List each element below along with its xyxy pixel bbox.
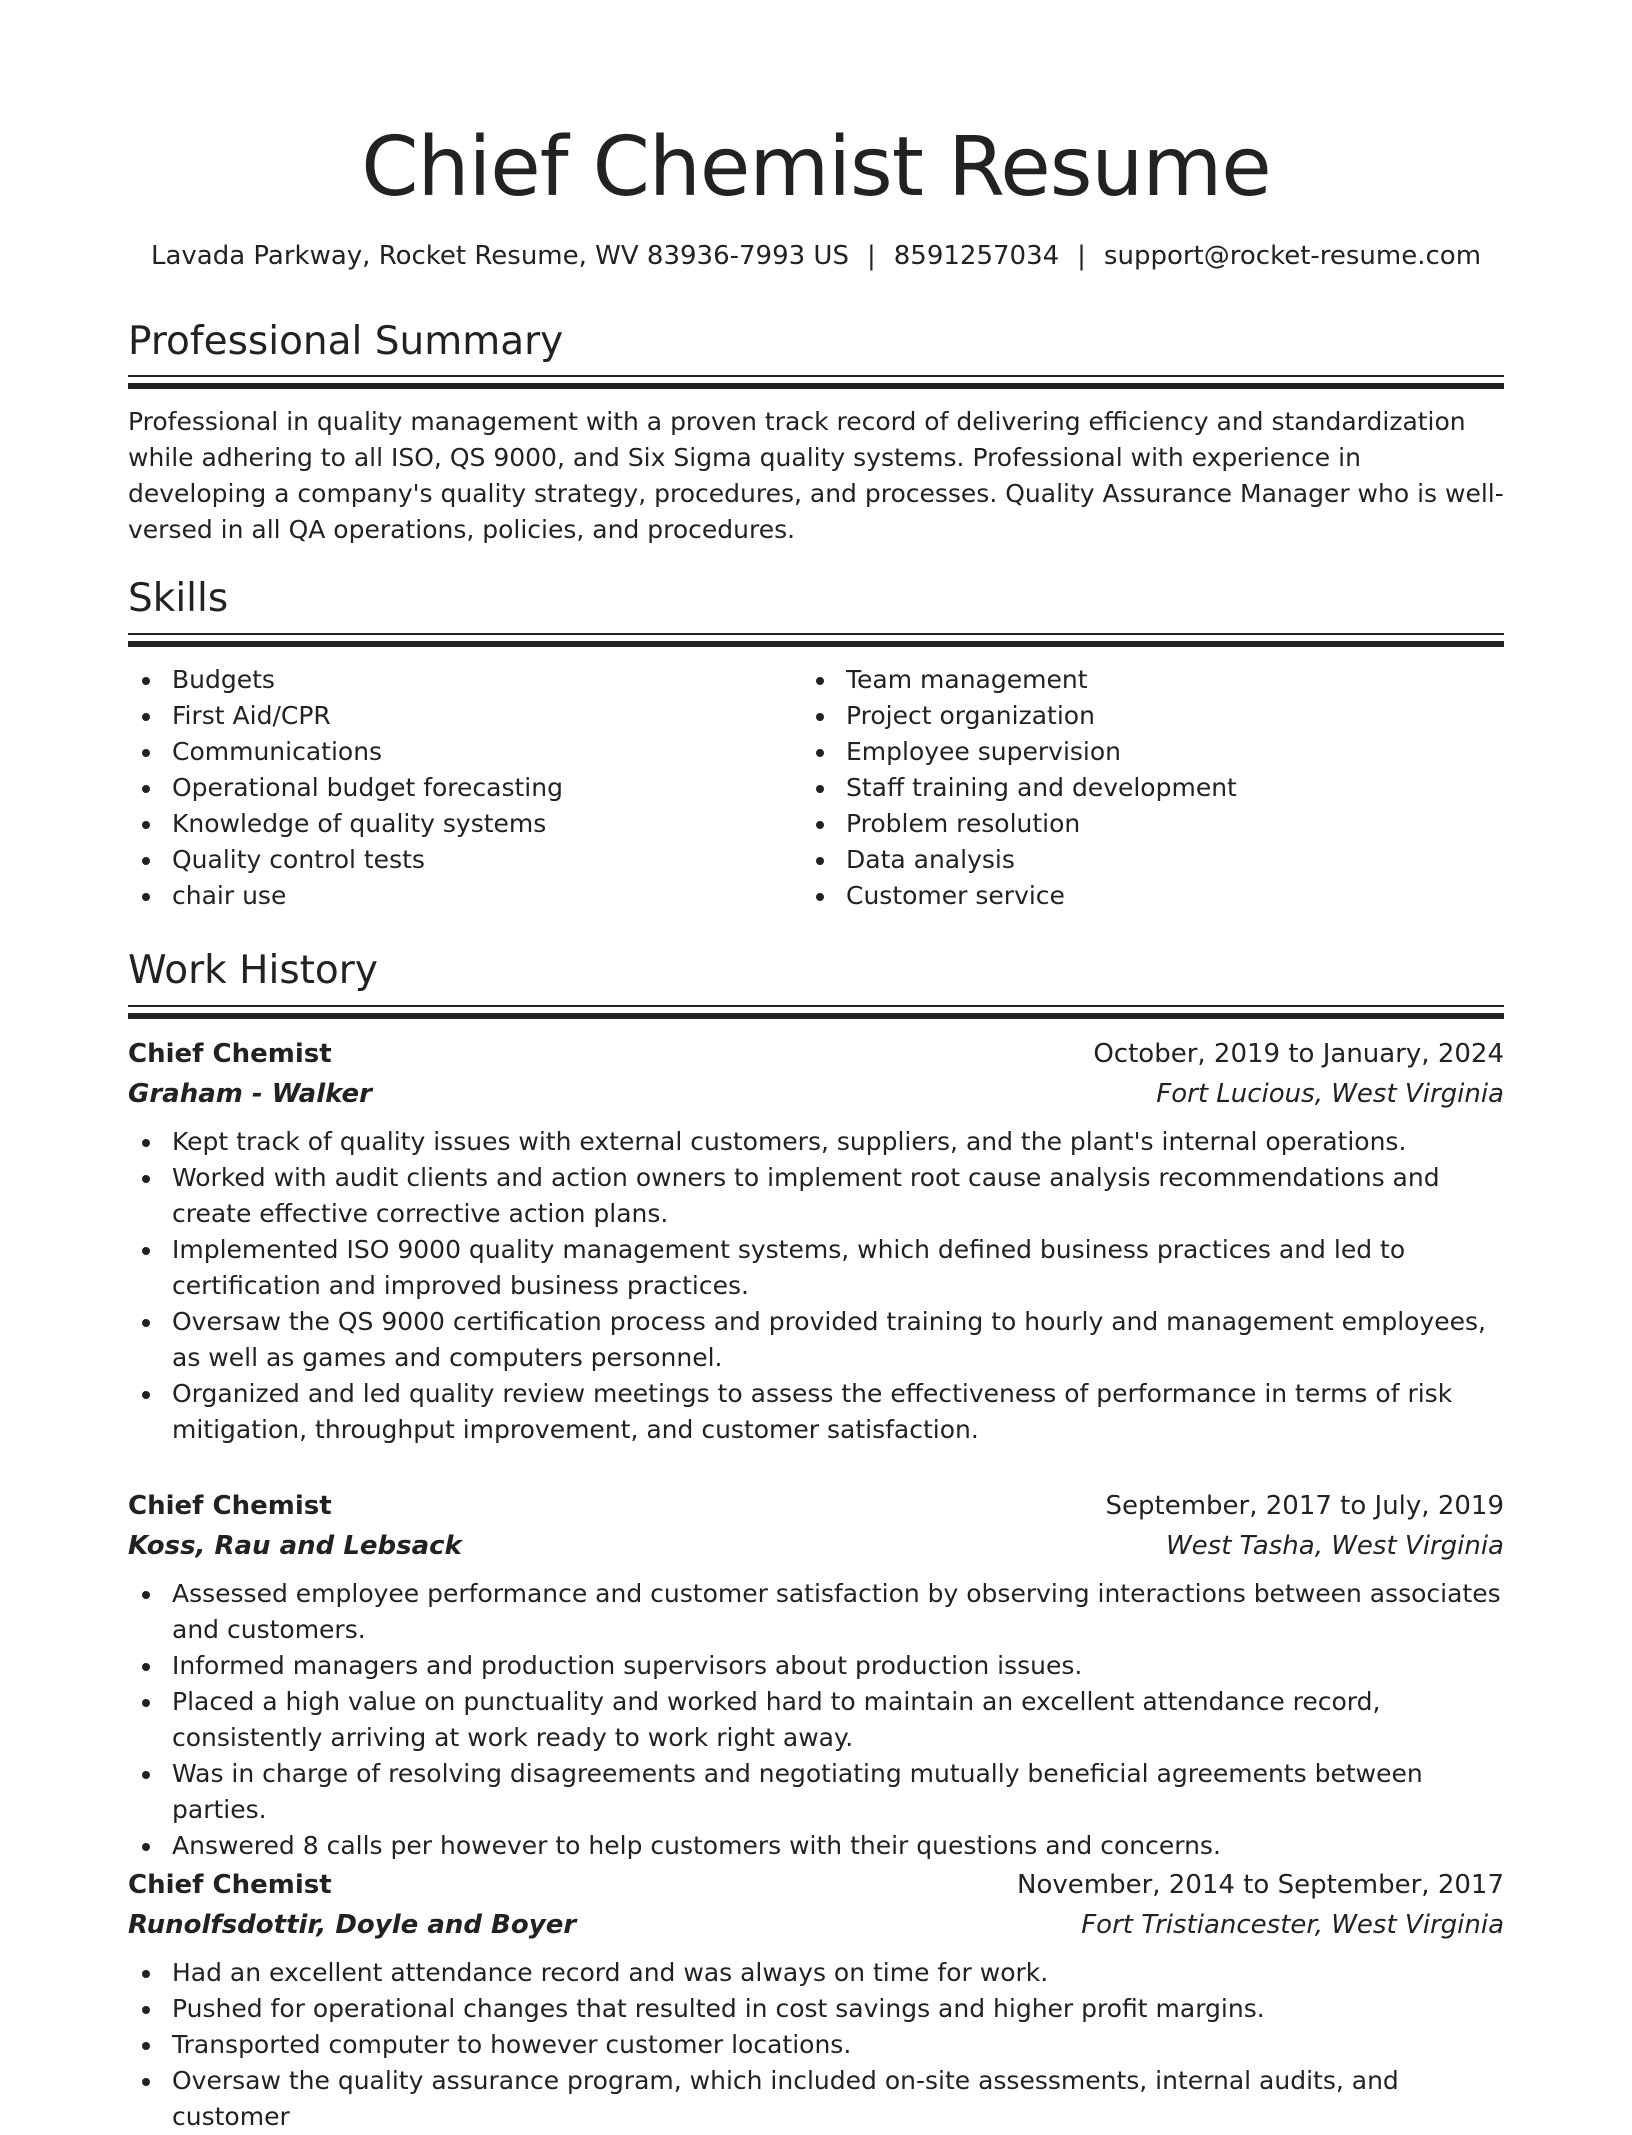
job-entry [128, 1034, 1504, 1114]
job-bullets [128, 1955, 1504, 2135]
skill-item: Operational budget forecasting [128, 770, 808, 806]
divider-thin [128, 633, 1504, 635]
job-location: Fort Lucious, West Virginia [1156, 1079, 1504, 1109]
summary-section [128, 318, 1504, 366]
job-bullet: Assessed employee performance and customer satisfaction by observing interactions between associates and customers. [128, 1576, 1504, 1648]
skills-list [128, 662, 1504, 922]
job-company: Runolfsdottir, Doyle and Boyer [128, 1910, 577, 1940]
job-bullet: Was in charge of resolving disagreements and negotiating mutually beneficial agreements between parties. [128, 1756, 1504, 1828]
job-bullet: Oversaw the QS 9000 certification process and provided training to hourly and management employees, as well as games and computers personnel. [128, 1304, 1504, 1376]
section-heading: Work History [128, 948, 378, 993]
skill-item: Employee supervision [802, 734, 1482, 770]
divider-thick [128, 641, 1504, 647]
contact-address: Lavada Parkway, Rocket Resume, WV 83936-7993 US [150, 241, 849, 271]
skills-column-right [802, 662, 1482, 914]
job-dates: November, 2014 to September, 2017 [1017, 1870, 1504, 1900]
job-title: Chief Chemist [128, 1870, 332, 1900]
job-bullet: Oversaw the quality assurance program, which included on-site assessments, internal audits, and customer [128, 2063, 1504, 2135]
job-bullet: Pushed for operational changes that resulted in cost savings and higher profit margins. [128, 1991, 1504, 2027]
job-dates: September, 2017 to July, 2019 [1105, 1491, 1504, 1521]
job-bullet: Organized and led quality review meetings to assess the effectiveness of performance in terms of risk mitigation, throughput improvement, and customer satisfaction. [128, 1376, 1504, 1448]
job-bullets [128, 1124, 1504, 1448]
job-bullet: Answered 8 calls per however to help customers with their questions and concerns. [128, 1828, 1504, 1864]
skills-section [128, 575, 1504, 623]
job-location: Fort Tristiancester, West Virginia [1081, 1910, 1504, 1940]
skills-column-left [128, 662, 808, 914]
section-heading: Professional Summary [128, 319, 564, 364]
contact-separator: | [866, 241, 876, 271]
job-bullet: Informed managers and production supervisors about production issues. [128, 1648, 1504, 1684]
job-bullet: Transported computer to however customer locations. [128, 2027, 1504, 2063]
skill-item: Communications [128, 734, 808, 770]
job-title: Chief Chemist [128, 1039, 332, 1069]
contact-line [0, 238, 1632, 274]
skill-item: Quality control tests [128, 842, 808, 878]
summary-text: Professional in quality management with a proven track record of delivering efficiency and standardization while adhering to all ISO, QS 9000, and Six Sigma quality systems. Professional with experience in developing a company's quality strategy, procedures, and processes. Quality Assurance Manager who is well-versed in all QA operations, policies, and procedures. [128, 407, 1504, 544]
skill-item: Budgets [128, 662, 808, 698]
job-entry [128, 1486, 1504, 1566]
job-subheader [128, 1905, 1504, 1945]
job-company: Koss, Rau and Lebsack [128, 1531, 462, 1561]
job-header [128, 1486, 1504, 1526]
job-bullet: Worked with audit clients and action owners to implement root cause analysis recommendations and create effective corrective action plans. [128, 1160, 1504, 1232]
skill-item: Staff training and development [802, 770, 1482, 806]
job-subheader [128, 1526, 1504, 1566]
job-bullet: Kept track of quality issues with external customers, suppliers, and the plant's internal operations. [128, 1124, 1504, 1160]
divider-thick [128, 1013, 1504, 1019]
skill-item: Customer service [802, 878, 1482, 914]
skill-item: First Aid/CPR [128, 698, 808, 734]
job-header [128, 1034, 1504, 1074]
contact-separator: | [1077, 241, 1086, 271]
job-company: Graham - Walker [128, 1079, 372, 1109]
divider-thin [128, 1005, 1504, 1007]
job-bullet: Had an excellent attendance record and was always on time for work. [128, 1955, 1504, 1991]
job-header [128, 1865, 1504, 1905]
job-entry [128, 1865, 1504, 1945]
skill-item: Knowledge of quality systems [128, 806, 808, 842]
page-title: Chief Chemist Resume [361, 120, 1271, 215]
job-bullets [128, 1576, 1504, 1864]
section-heading: Skills [128, 576, 229, 621]
work-history-section [128, 947, 1504, 995]
divider-thick [128, 383, 1504, 389]
divider-thin [128, 375, 1504, 377]
job-subheader [128, 1074, 1504, 1114]
skill-item: chair use [128, 878, 808, 914]
skill-item: Problem resolution [802, 806, 1482, 842]
skill-item: Team management [802, 662, 1482, 698]
job-bullet: Placed a high value on punctuality and worked hard to maintain an excellent attendance record, consistently arriving at work ready to work right away. [128, 1684, 1504, 1756]
contact-phone: 8591257034 [893, 241, 1060, 271]
job-dates: October, 2019 to January, 2024 [1093, 1039, 1504, 1069]
contact-email[interactable]: support@rocket-resume.com [1103, 241, 1482, 271]
skill-item: Project organization [802, 698, 1482, 734]
job-location: West Tasha, West Virginia [1165, 1531, 1504, 1561]
job-title: Chief Chemist [128, 1491, 332, 1521]
skill-item: Data analysis [802, 842, 1482, 878]
job-bullet: Implemented ISO 9000 quality management systems, which defined business practices and led to certification and improved business practices. [128, 1232, 1504, 1304]
